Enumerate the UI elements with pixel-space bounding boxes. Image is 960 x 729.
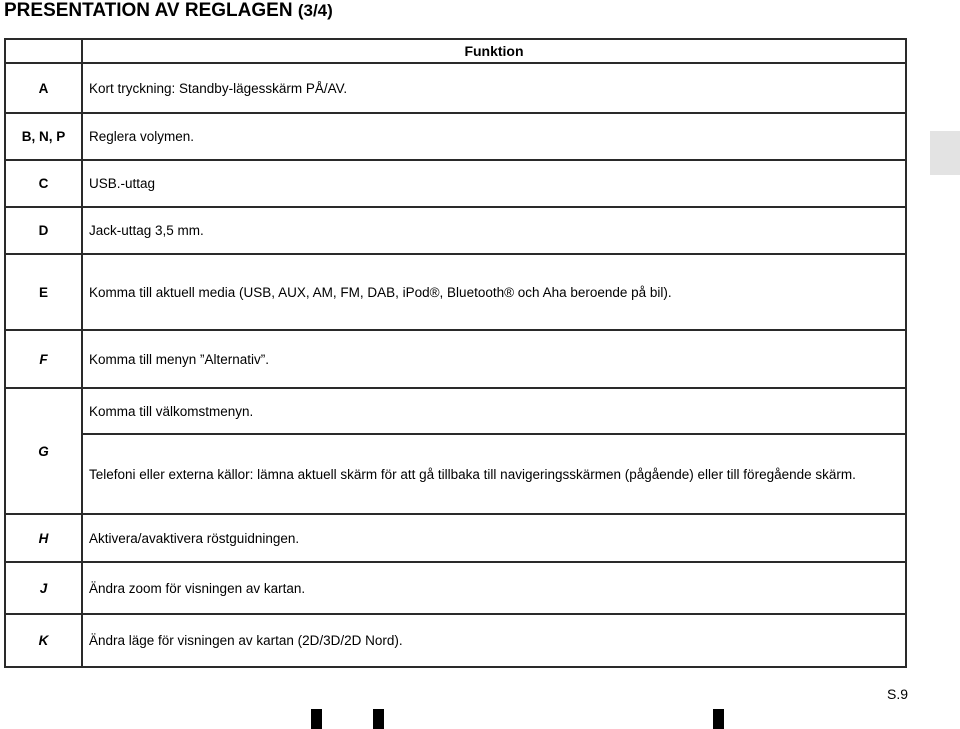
row-function: Reglera volymen. [82,113,906,160]
side-tab-marker [930,131,960,175]
page-number: S.9 [887,686,909,702]
crop-mark [713,709,724,729]
row-function: USB.-uttag [82,160,906,207]
row-function: Jack-uttag 3,5 mm. [82,207,906,254]
row-key: H [5,514,82,562]
row-key: D [5,207,82,254]
header-key-cell [5,39,82,63]
table-row [5,388,906,434]
page-title [4,0,333,22]
row-function: Komma till menyn ”Alternativ”. [82,330,906,388]
row-key: K [5,614,82,667]
row-function: Ändra zoom för visningen av kartan. [82,562,906,614]
row-key: C [5,160,82,207]
row-function: Komma till aktuell media (USB, AUX, AM, FM, DAB, iPod®, Bluetooth® och Aha beroende på bil). [82,254,906,330]
table-row [5,614,906,667]
row-function: Kort tryckning: Standby-lägesskärm PÅ/AV. [82,63,906,113]
row-function-line2: Telefoni eller externa källor: lämna aktuell skärm för att gå tillbaka till navigeringsskärmen (pågående) eller till föregående skärm. [82,434,906,514]
crop-mark [373,709,384,729]
table-row [5,254,906,330]
row-key: B, N, P [5,113,82,160]
row-key: E [5,254,82,330]
table-row [5,562,906,614]
row-key: F [5,330,82,388]
row-key: J [5,562,82,614]
controls-table [4,38,907,668]
table-row [5,113,906,160]
crop-mark [311,709,322,729]
row-key: G [5,388,82,514]
page-title-suffix: (3/4) [297,1,333,20]
header-function-cell: Funktion [82,39,906,63]
table-row [5,330,906,388]
table-row-continued [5,434,906,514]
table-header-row [5,39,906,63]
table-row [5,207,906,254]
table-row [5,160,906,207]
row-function: Aktivera/avaktivera röstguidningen. [82,514,906,562]
table-row [5,63,906,113]
row-function-line1: Komma till välkomstmenyn. [82,388,906,434]
row-key: A [5,63,82,113]
row-function: Ändra läge för visningen av kartan (2D/3D/2D Nord). [82,614,906,667]
table-row [5,514,906,562]
page-title-main: PRESENTATION AV REGLAGEN [4,0,293,21]
